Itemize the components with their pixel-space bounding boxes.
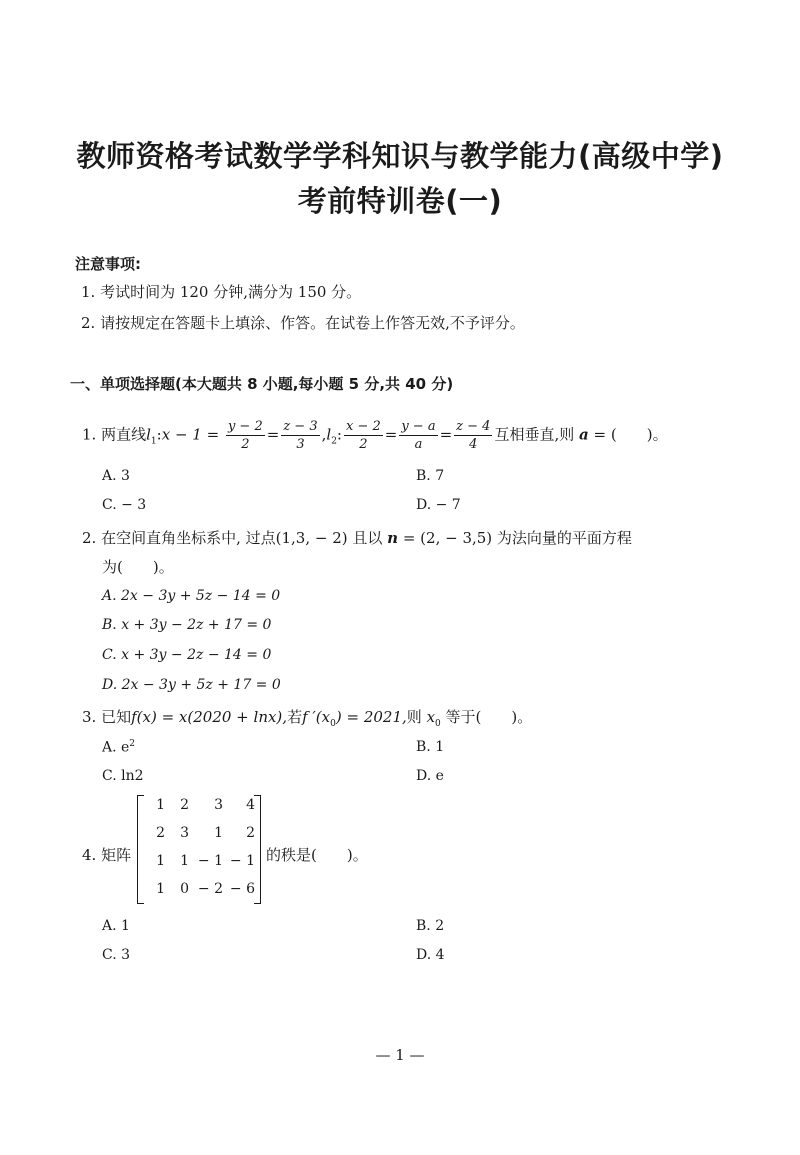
question-4-number <box>82 844 131 865</box>
question-text: 若 <box>287 708 303 726</box>
matrix-cell: 1 <box>156 797 165 813</box>
question-text: 等于( )。 <box>445 708 533 726</box>
section-heading: 一、单项选择题(本大题共 8 小题,每小题 5 分,共 40 分) <box>70 375 454 393</box>
option-b: B. x + 3y − 2z + 17 = 0 <box>102 617 272 633</box>
equals-sign: = <box>439 425 453 444</box>
equation-part: x − 1 = <box>161 425 220 444</box>
matrix-cell: 3 <box>214 797 223 813</box>
matrix-cell: 1 <box>214 825 223 841</box>
matrix-cell: − 6 <box>229 881 255 897</box>
option-a: A. 3 <box>102 468 130 484</box>
option-c: C. x + 3y − 2z − 14 = 0 <box>102 647 272 663</box>
matrix-cell: 1 <box>180 853 189 869</box>
matrix-cell: − 2 <box>197 881 223 897</box>
fraction: $\frac{z - 3}{3}$ <box>283 419 318 452</box>
derivative-expr: f ′(x <box>302 708 331 726</box>
page-number: — 1 — <box>375 1046 425 1064</box>
variable: x <box>426 708 436 726</box>
right-bracket <box>254 795 261 904</box>
option-a: A. 1 <box>102 918 130 934</box>
question-text: 则 <box>406 708 422 726</box>
matrix-cell: 2 <box>180 797 189 813</box>
question-number: 1. <box>82 425 97 444</box>
fraction: $\frac{y - a}{a}$ <box>401 419 436 452</box>
matrix-cell: 1 <box>156 881 165 897</box>
option-d: D. 2x − 3y + 5z + 17 = 0 <box>102 677 281 693</box>
matrix-cell: 2 <box>156 825 165 841</box>
notice-heading: 注意事项: <box>75 255 141 273</box>
question-text: = (2, − 3,5) 为法向量的平面方程 <box>402 529 632 547</box>
option-b: B. 2 <box>416 918 445 934</box>
notice-item: 1. 考试时间为 120 分钟,满分为 150 分。 <box>81 283 362 301</box>
question-text: 矩阵 <box>101 846 132 864</box>
line-label: l <box>146 425 151 444</box>
option-d: D. 4 <box>416 947 445 963</box>
matrix-cell: 0 <box>180 881 189 897</box>
question-text: 在空间直角坐标系中, 过点(1,3, − 2) 且以 <box>101 529 383 547</box>
option-c: C. ln2 <box>102 768 144 784</box>
subscript: 0 <box>330 719 336 729</box>
question-number: 4. <box>82 846 97 864</box>
line-subscript: 2 <box>331 436 337 447</box>
question-3 <box>82 706 532 729</box>
equals-sign: = <box>384 425 398 444</box>
fraction: $\frac{y - 2}{2}$ <box>227 419 263 452</box>
option-b: B. 7 <box>416 468 445 484</box>
option-d: D. e <box>416 768 444 784</box>
function-expr: f(x) = x(2020 + lnx), <box>131 708 288 726</box>
question-number: 2. <box>82 529 97 547</box>
fraction: $\frac{z - 4}{4}$ <box>456 419 491 452</box>
variable: a <box>579 425 589 444</box>
page-subtitle: 考前特训卷(一) <box>297 184 503 218</box>
line-label: l <box>326 425 332 444</box>
matrix-cell: 2 <box>246 825 255 841</box>
option-b: B. 1 <box>416 739 445 755</box>
question-text: 已知 <box>101 708 132 726</box>
line-subscript: 1 <box>150 436 157 447</box>
answer-blank: = ( )。 <box>593 425 668 444</box>
matrix-cell: 4 <box>246 797 255 813</box>
colon: : <box>156 425 162 444</box>
question-4-tail: 的秩是( )。 <box>266 846 368 864</box>
question-2-continued: 为( )。 <box>102 558 174 576</box>
derivative-expr: ) = 2021, <box>335 708 407 726</box>
matrix <box>137 795 261 906</box>
fraction: $\frac{x - 2}{2}$ <box>345 419 381 452</box>
matrix-cell: 1 <box>156 853 165 869</box>
option-c: C. 3 <box>102 947 131 963</box>
page-title: 教师资格考试数学学科知识与教学能力(高级中学) <box>76 139 724 173</box>
subscript: 0 <box>435 719 441 729</box>
equals-sign: = <box>266 425 280 444</box>
option-d: D. − 7 <box>416 497 461 513</box>
option-a: A. 2x − 3y + 5z − 14 = 0 <box>102 588 281 604</box>
colon: : <box>336 425 342 444</box>
matrix-cell: − 1 <box>229 853 255 869</box>
option-a: A. $e^2$ <box>102 739 136 756</box>
vector-n: n <box>387 529 399 547</box>
question-text: 互相垂直,则 <box>494 425 575 444</box>
matrix-cell: 3 <box>180 825 189 841</box>
option-c: C. − 3 <box>102 497 147 513</box>
notice-item: 2. 请按规定在答题卡上填涂、作答。在试卷上作答无效,不予评分。 <box>81 314 525 332</box>
question-2 <box>82 527 632 548</box>
comma: , <box>321 425 327 444</box>
matrix-cell: − 1 <box>197 853 223 869</box>
question-1 <box>82 419 668 452</box>
question-number: 3. <box>82 708 97 726</box>
question-text: 两直线 <box>101 425 147 444</box>
